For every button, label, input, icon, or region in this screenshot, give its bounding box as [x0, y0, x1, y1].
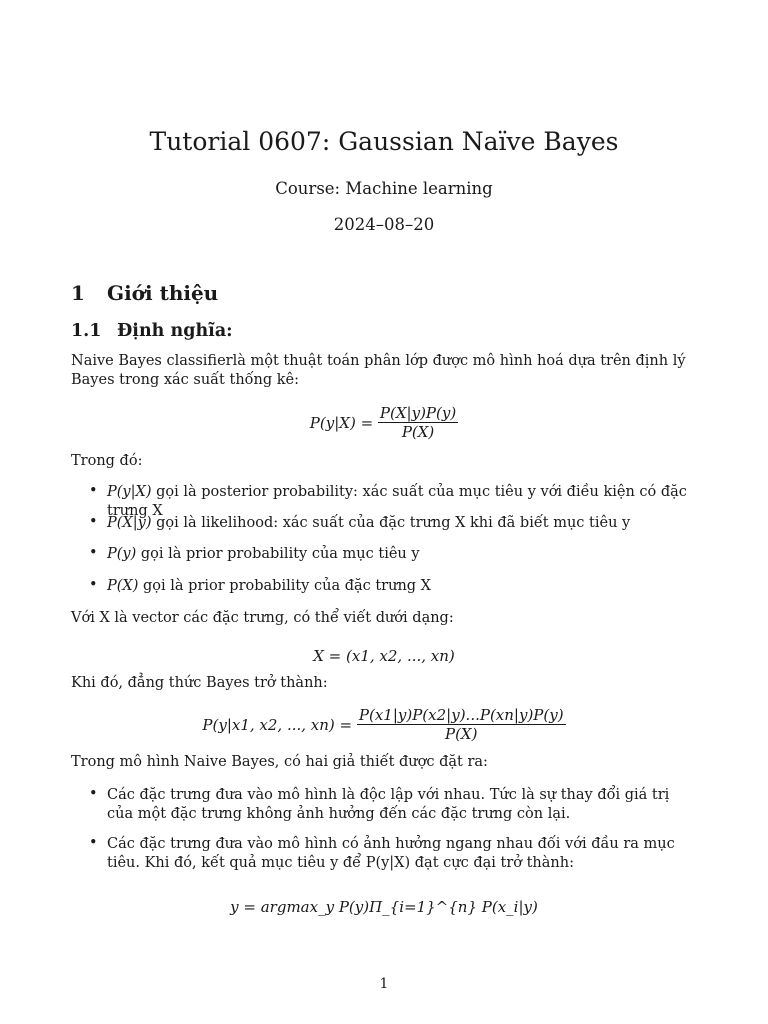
subsection-title: Định nghĩa: [117, 321, 233, 341]
equation-lhs: P(y|X) = [309, 413, 374, 432]
bullet-likelihood [107, 514, 699, 533]
fraction-denominator: P(X) [401, 423, 435, 441]
assumption-equal-influence: Các đặc trưng đưa vào mô hình có ảnh hưởng ngang nhau đối với đầu ra mục tiêu. Khi đó, kết quả mục tiêu y để P(y|X) đạt cực đại trở thành: [107, 836, 675, 871]
fraction-numerator: P(x1|y)P(x2|y)...P(xn|y)P(y) [358, 706, 564, 724]
page-number: 1 [379, 976, 389, 992]
section-number: 1 [71, 281, 85, 305]
assumption-intro: Trong mô hình Naive Bayes, có hai giả thiết được đặt ra: [71, 754, 488, 770]
bullet-math: P(y) [107, 546, 137, 562]
bullet-marker: • [89, 545, 98, 561]
equation-lhs: P(y|x1, x2, ..., xn) = [202, 715, 353, 734]
bullet-text: gọi là likelihood: xác suất của đặc trưng X khi đã biết mục tiêu y [151, 515, 631, 531]
vector-equation: X = (x1, x2, ..., xn) [313, 647, 455, 665]
bullet-math: P(y|X) [107, 484, 152, 500]
bullet-marker: • [89, 514, 98, 530]
course-line: Course: Machine learning [275, 179, 493, 198]
assumption-independence: Các đặc trưng đưa vào mô hình là độc lập với nhau. Tức là sự thay đổi giá trị của một đặc trưng không ảnh hưởng đến các đặc trưng còn lại. [107, 787, 670, 822]
fraction-numerator: P(X|y)P(y) [379, 404, 457, 422]
bullet-prior-x [107, 577, 699, 596]
fraction-denominator: P(X) [444, 725, 478, 743]
date-line: 2024–08–20 [333, 215, 435, 234]
bullet-math: P(X|y) [107, 515, 152, 531]
bullet-math: P(X) [107, 578, 139, 594]
vector-sentence: Với X là vector các đặc trưng, có thể viết dưới dạng: [71, 610, 454, 626]
then-sentence: Khi đó, đẳng thức Bayes trở thành: [71, 675, 328, 691]
bullet-marker: • [89, 483, 98, 499]
subsection-number: 1.1 [71, 321, 102, 341]
where-label: Trong đó: [71, 453, 143, 469]
naive-bayes-equation [0, 706, 768, 743]
equation-fraction [357, 706, 566, 743]
section-title: Giới thiệu [107, 281, 219, 305]
bullet-text: gọi là posterior probability: xác suất của mục tiêu y với điều kiện có đặc trưng X [107, 484, 687, 519]
bullet-marker: • [89, 835, 98, 851]
argmax-equation: y = argmax_y P(y)Π_{i=1}^{n} P(x_i|y) [230, 898, 538, 916]
bullet-prior-y [107, 545, 699, 564]
equation-fraction [378, 404, 458, 441]
document-title: Tutorial 0607: Gaussian Naïve Bayes [149, 127, 619, 156]
bullet-text: gọi là prior probability của mục tiêu y [136, 546, 420, 562]
bayes-equation [0, 404, 768, 441]
bullet-marker: • [89, 786, 98, 802]
bullet-marker: • [89, 577, 98, 593]
intro-paragraph: Naive Bayes classifierlà một thuật toán phân lớp được mô hình hoá dựa trên định lý Bayes trong xác suất thống kê: [71, 353, 686, 388]
bullet-text: gọi là prior probability của đặc trưng X [138, 578, 431, 594]
